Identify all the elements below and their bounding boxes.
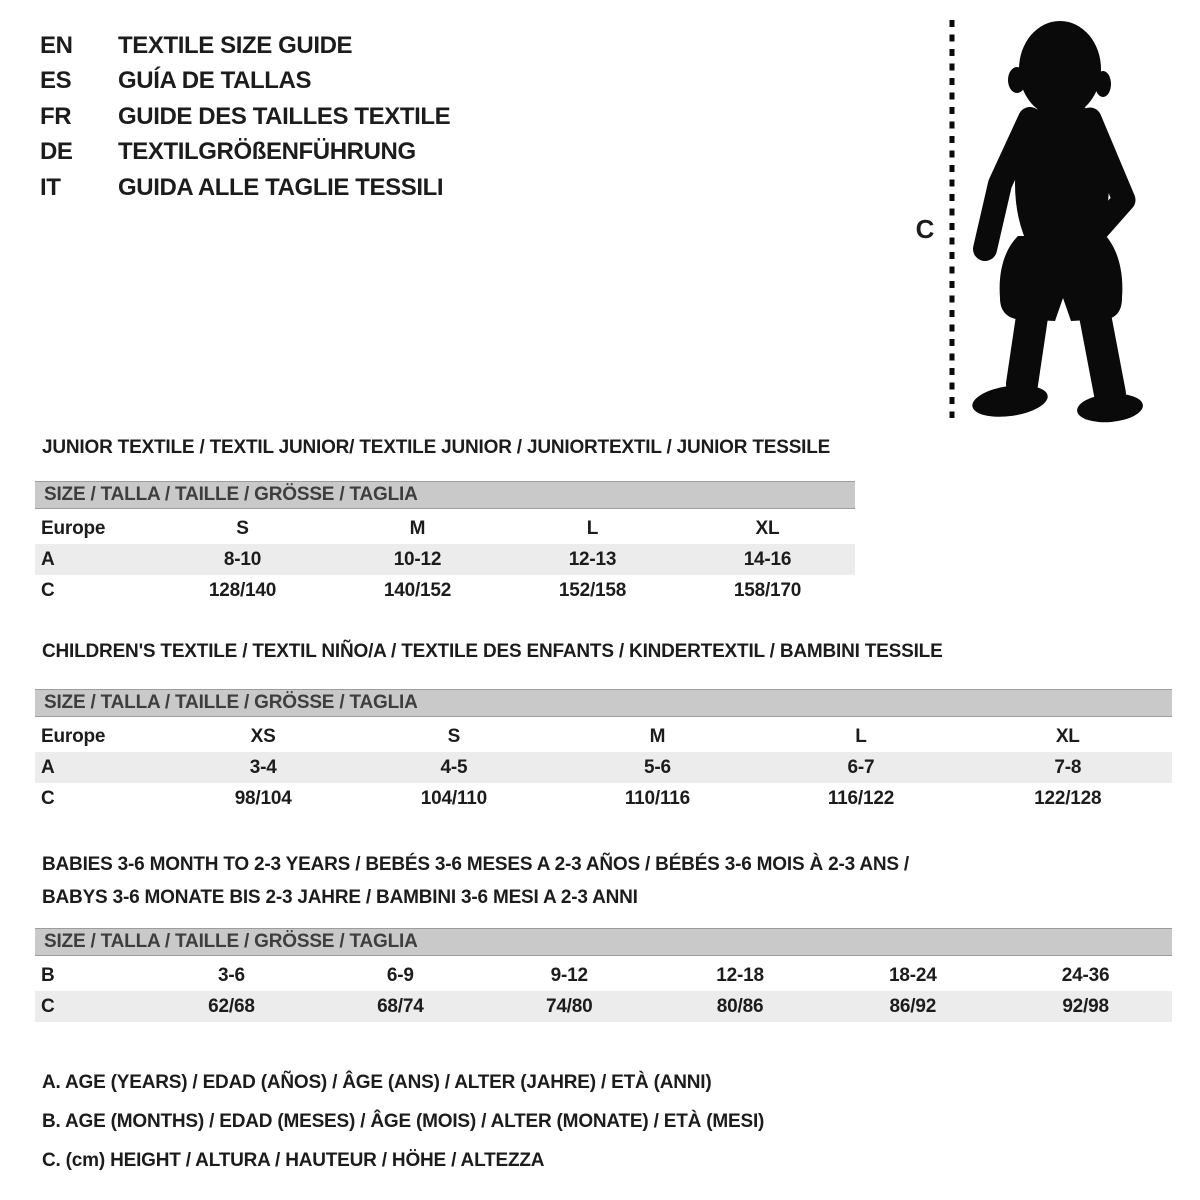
table-row-europe bbox=[35, 721, 1172, 752]
height-cell: 74/80 bbox=[545, 995, 593, 1017]
size-header-label: SIZE / TALLA / TAILLE / GRÖSSE / TAGLIA bbox=[44, 484, 418, 505]
size-cell: L bbox=[855, 725, 867, 747]
row-label: C bbox=[41, 579, 55, 601]
age-cell: 12-13 bbox=[568, 548, 617, 570]
size-table-children bbox=[35, 721, 1172, 814]
age-cell: 5-6 bbox=[643, 756, 671, 778]
size-cell: S bbox=[447, 725, 461, 747]
age-cell: 8-10 bbox=[223, 548, 262, 570]
size-header-bar-babies bbox=[35, 928, 1172, 956]
height-cell: 68/74 bbox=[377, 995, 424, 1017]
size-table-babies bbox=[35, 960, 1172, 1022]
language-code: IT bbox=[40, 173, 61, 201]
row-label: C bbox=[41, 995, 55, 1017]
age-cell: 12-18 bbox=[716, 964, 764, 986]
table-row-height bbox=[35, 575, 855, 606]
age-cell: 6-9 bbox=[386, 964, 414, 986]
height-cell: 152/158 bbox=[558, 579, 627, 601]
age-cell: 14-16 bbox=[743, 548, 792, 570]
age-cell: 24-36 bbox=[1061, 964, 1110, 986]
row-label: Europe bbox=[41, 517, 106, 539]
age-cell: 10-12 bbox=[393, 548, 442, 570]
height-cell: 122/128 bbox=[1034, 787, 1102, 809]
language-code: FR bbox=[40, 102, 72, 130]
height-cell: 158/170 bbox=[733, 579, 802, 601]
table-row-age-months bbox=[35, 960, 1172, 991]
size-cell: XL bbox=[1055, 725, 1080, 747]
height-cell: 80/86 bbox=[716, 995, 764, 1017]
age-cell: 18-24 bbox=[888, 964, 937, 986]
table-row-age bbox=[35, 544, 855, 575]
age-cell: 6-7 bbox=[847, 756, 875, 778]
language-row-it bbox=[40, 170, 450, 206]
row-label: Europe bbox=[41, 725, 106, 747]
height-cell: 62/68 bbox=[208, 995, 255, 1017]
size-table-junior bbox=[35, 513, 855, 606]
height-cell: 110/116 bbox=[624, 787, 691, 809]
language-row-fr bbox=[40, 99, 450, 135]
height-cell: 86/92 bbox=[889, 995, 937, 1017]
footnote-age-months: B. AGE (MONTHS) / EDAD (MESES) / ÂGE (MOIS) / ALTER (MONATE) / ETÀ (MESI) bbox=[42, 1111, 765, 1132]
size-cell: S bbox=[236, 517, 249, 539]
language-title: GUÍA DE TALLAS bbox=[118, 67, 312, 95]
age-cell: 9-12 bbox=[550, 964, 588, 986]
age-cell: 7-8 bbox=[1054, 756, 1082, 778]
language-list bbox=[40, 28, 450, 206]
baby-silhouette-figure bbox=[970, 21, 1144, 425]
size-header-label: SIZE / TALLA / TAILLE / GRÖSSE / TAGLIA bbox=[44, 931, 418, 952]
language-title: TEXTILGRÖßENFÜHRUNG bbox=[118, 138, 416, 166]
height-cell: 128/140 bbox=[208, 579, 277, 601]
size-header-label: SIZE / TALLA / TAILLE / GRÖSSE / TAGLIA bbox=[44, 692, 418, 713]
row-label: A bbox=[41, 756, 55, 778]
section-heading-babies bbox=[42, 848, 909, 914]
footnote-age-years: A. AGE (YEARS) / EDAD (AÑOS) / ÂGE (ANS) / ALTER (JAHRE) / ETÀ (ANNI) bbox=[42, 1072, 712, 1093]
age-cell: 3-6 bbox=[218, 964, 245, 986]
table-row-height bbox=[35, 783, 1172, 814]
size-header-bar-junior bbox=[35, 481, 855, 509]
baby-silhouette-icon bbox=[938, 14, 1148, 426]
language-row-es bbox=[40, 64, 450, 100]
section-heading-children: CHILDREN'S TEXTILE / TEXTIL NIÑO/A / TEXTILE DES ENFANTS / KINDERTEXTIL / BAMBINI TESSILE bbox=[42, 641, 943, 662]
language-row-de bbox=[40, 135, 450, 171]
language-code: EN bbox=[40, 31, 73, 59]
size-cell: XL bbox=[755, 517, 780, 539]
table-row-europe bbox=[35, 513, 855, 544]
height-cell: 98/104 bbox=[234, 787, 292, 809]
row-label: A bbox=[41, 548, 55, 570]
babies-heading-line2: BABYS 3-6 MONATE BIS 2-3 JAHRE / BAMBINI 3-6 MESI A 2-3 ANNI bbox=[42, 887, 638, 908]
language-row-en bbox=[40, 28, 450, 64]
size-cell: XS bbox=[250, 725, 276, 747]
language-code: DE bbox=[40, 138, 73, 166]
language-title: TEXTILE SIZE GUIDE bbox=[118, 31, 353, 59]
row-label: C bbox=[41, 787, 55, 809]
height-measure-label: C bbox=[915, 214, 935, 244]
size-header-bar-children bbox=[35, 689, 1172, 717]
size-cell: L bbox=[586, 517, 599, 539]
age-cell: 4-5 bbox=[440, 756, 468, 778]
footnote-height-cm: C. (cm) HEIGHT / ALTURA / HAUTEUR / HÖHE / ALTEZZA bbox=[42, 1150, 545, 1171]
language-title: GUIDE DES TAILLES TEXTILE bbox=[118, 102, 451, 130]
height-cell: 116/122 bbox=[827, 787, 895, 809]
size-cell: M bbox=[649, 725, 666, 747]
height-cell: 92/98 bbox=[1062, 995, 1109, 1017]
language-code: ES bbox=[40, 67, 72, 95]
row-label: B bbox=[41, 964, 55, 986]
table-row-height bbox=[35, 991, 1172, 1022]
height-cell: 140/152 bbox=[383, 579, 452, 601]
babies-heading-line1: BABIES 3-6 MONTH TO 2-3 YEARS / BEBÉS 3-6 MESES A 2-3 AÑOS / BÉBÉS 3-6 MOIS À 2-3 ANS / bbox=[42, 854, 910, 875]
language-title: GUIDA ALLE TAGLIE TESSILI bbox=[118, 173, 444, 201]
table-row-age bbox=[35, 752, 1172, 783]
section-heading-junior: JUNIOR TEXTILE / TEXTIL JUNIOR/ TEXTILE JUNIOR / JUNIORTEXTIL / JUNIOR TESSILE bbox=[42, 437, 831, 458]
height-cell: 104/110 bbox=[420, 787, 487, 809]
age-cell: 3-4 bbox=[249, 756, 277, 778]
size-cell: M bbox=[409, 517, 426, 539]
